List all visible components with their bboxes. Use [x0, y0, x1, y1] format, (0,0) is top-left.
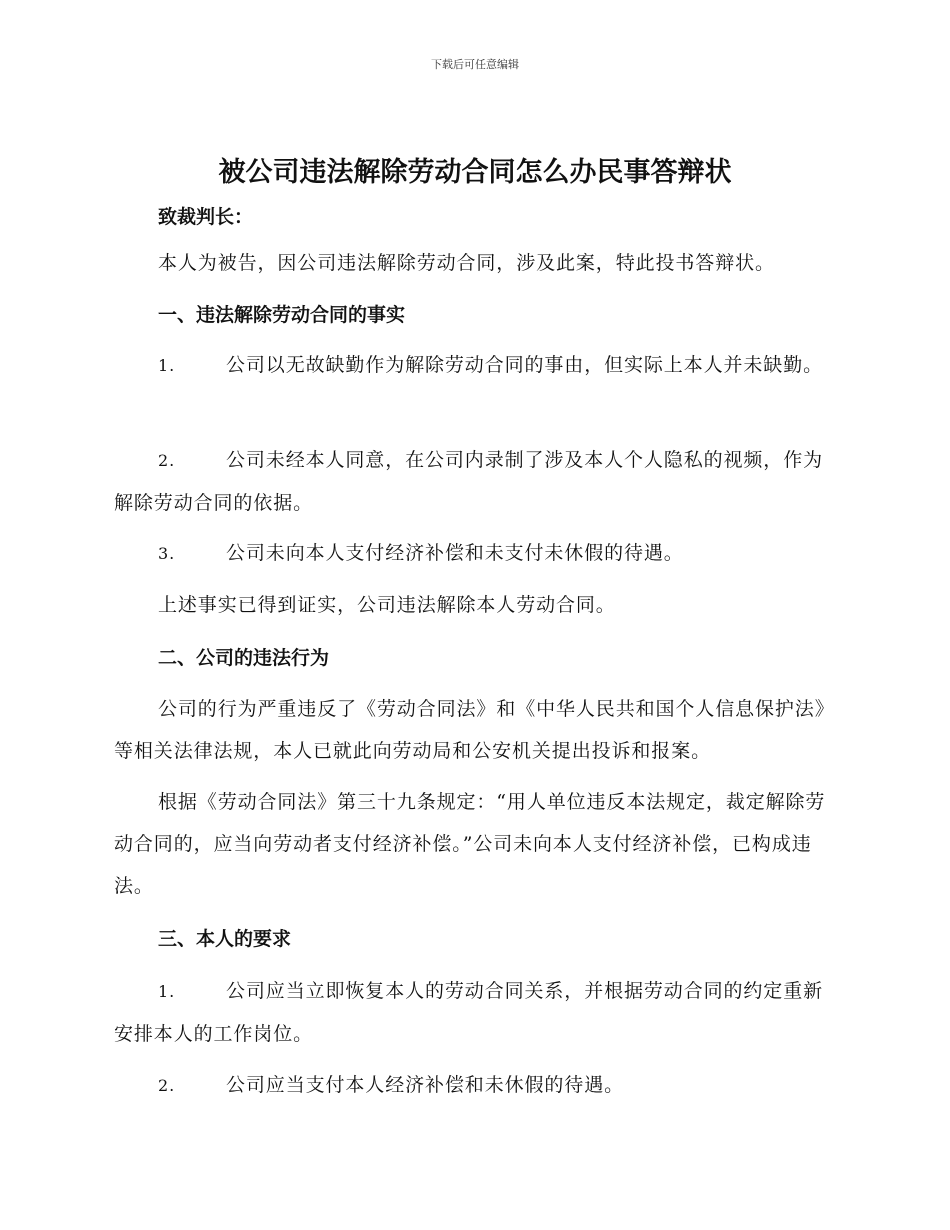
section-1-item-1	[114, 344, 834, 387]
item-number: 1.	[158, 356, 176, 375]
section-1-item-2	[114, 439, 834, 524]
item-text: 公司未经本人同意，在公司内录制了涉及本人个人隐私的视频，作为解除劳动合同的依据。	[114, 449, 824, 514]
item-number: 1.	[158, 982, 176, 1001]
item-text: 公司应当立即恢复本人的劳动合同关系，并根据劳动合同的约定重新安排本人的工作岗位。	[114, 980, 824, 1045]
item-number: 2.	[158, 451, 176, 470]
section-3-heading: 三、本人的要求	[158, 928, 292, 950]
salutation: 致裁判长：	[158, 206, 254, 228]
section-2-paragraph-1: 公司的行为严重违反了《劳动合同法》和《中华人民共和国个人信息保护法》等相关法律法规，本人已就此向劳动局和公安机关提出投诉和报案。	[114, 698, 826, 762]
document-title: 被公司违法解除劳动合同怎么办民事答辩状	[218, 157, 732, 188]
item-text: 公司以无故缺勤作为解除劳动合同的事由，但实际上本人并未缺勤。	[226, 354, 824, 376]
item-text: 公司应当支付本人经济补偿和未休假的待遇。	[226, 1074, 625, 1096]
section-1-item-3	[114, 532, 834, 575]
item-text: 公司未向本人支付经济补偿和未支付未休假的待遇。	[226, 542, 684, 564]
item-number: 2.	[158, 1076, 176, 1095]
section-2-paragraph-2: 根据《劳动合同法》第三十九条规定：“用人单位违反本法规定，裁定解除劳动合同的，应当向劳动者支付经济补偿。”公司未向本人支付经济补偿，已构成违法。	[114, 791, 826, 897]
section-3-item-2	[114, 1064, 834, 1107]
section-2-heading: 二、公司的违法行为	[158, 647, 330, 669]
section-3-item-1	[114, 970, 834, 1055]
intro-paragraph: 本人为被告，因公司违法解除劳动合同，涉及此案，特此投书答辩状。	[158, 252, 775, 274]
section-1-heading: 一、违法解除劳动合同的事实	[158, 304, 406, 326]
page-header-note: 下载后可任意编辑	[431, 58, 519, 71]
section-1-conclusion: 上述事实已得到证实，公司违法解除本人劳动合同。	[158, 594, 616, 616]
item-number: 3.	[158, 544, 176, 563]
